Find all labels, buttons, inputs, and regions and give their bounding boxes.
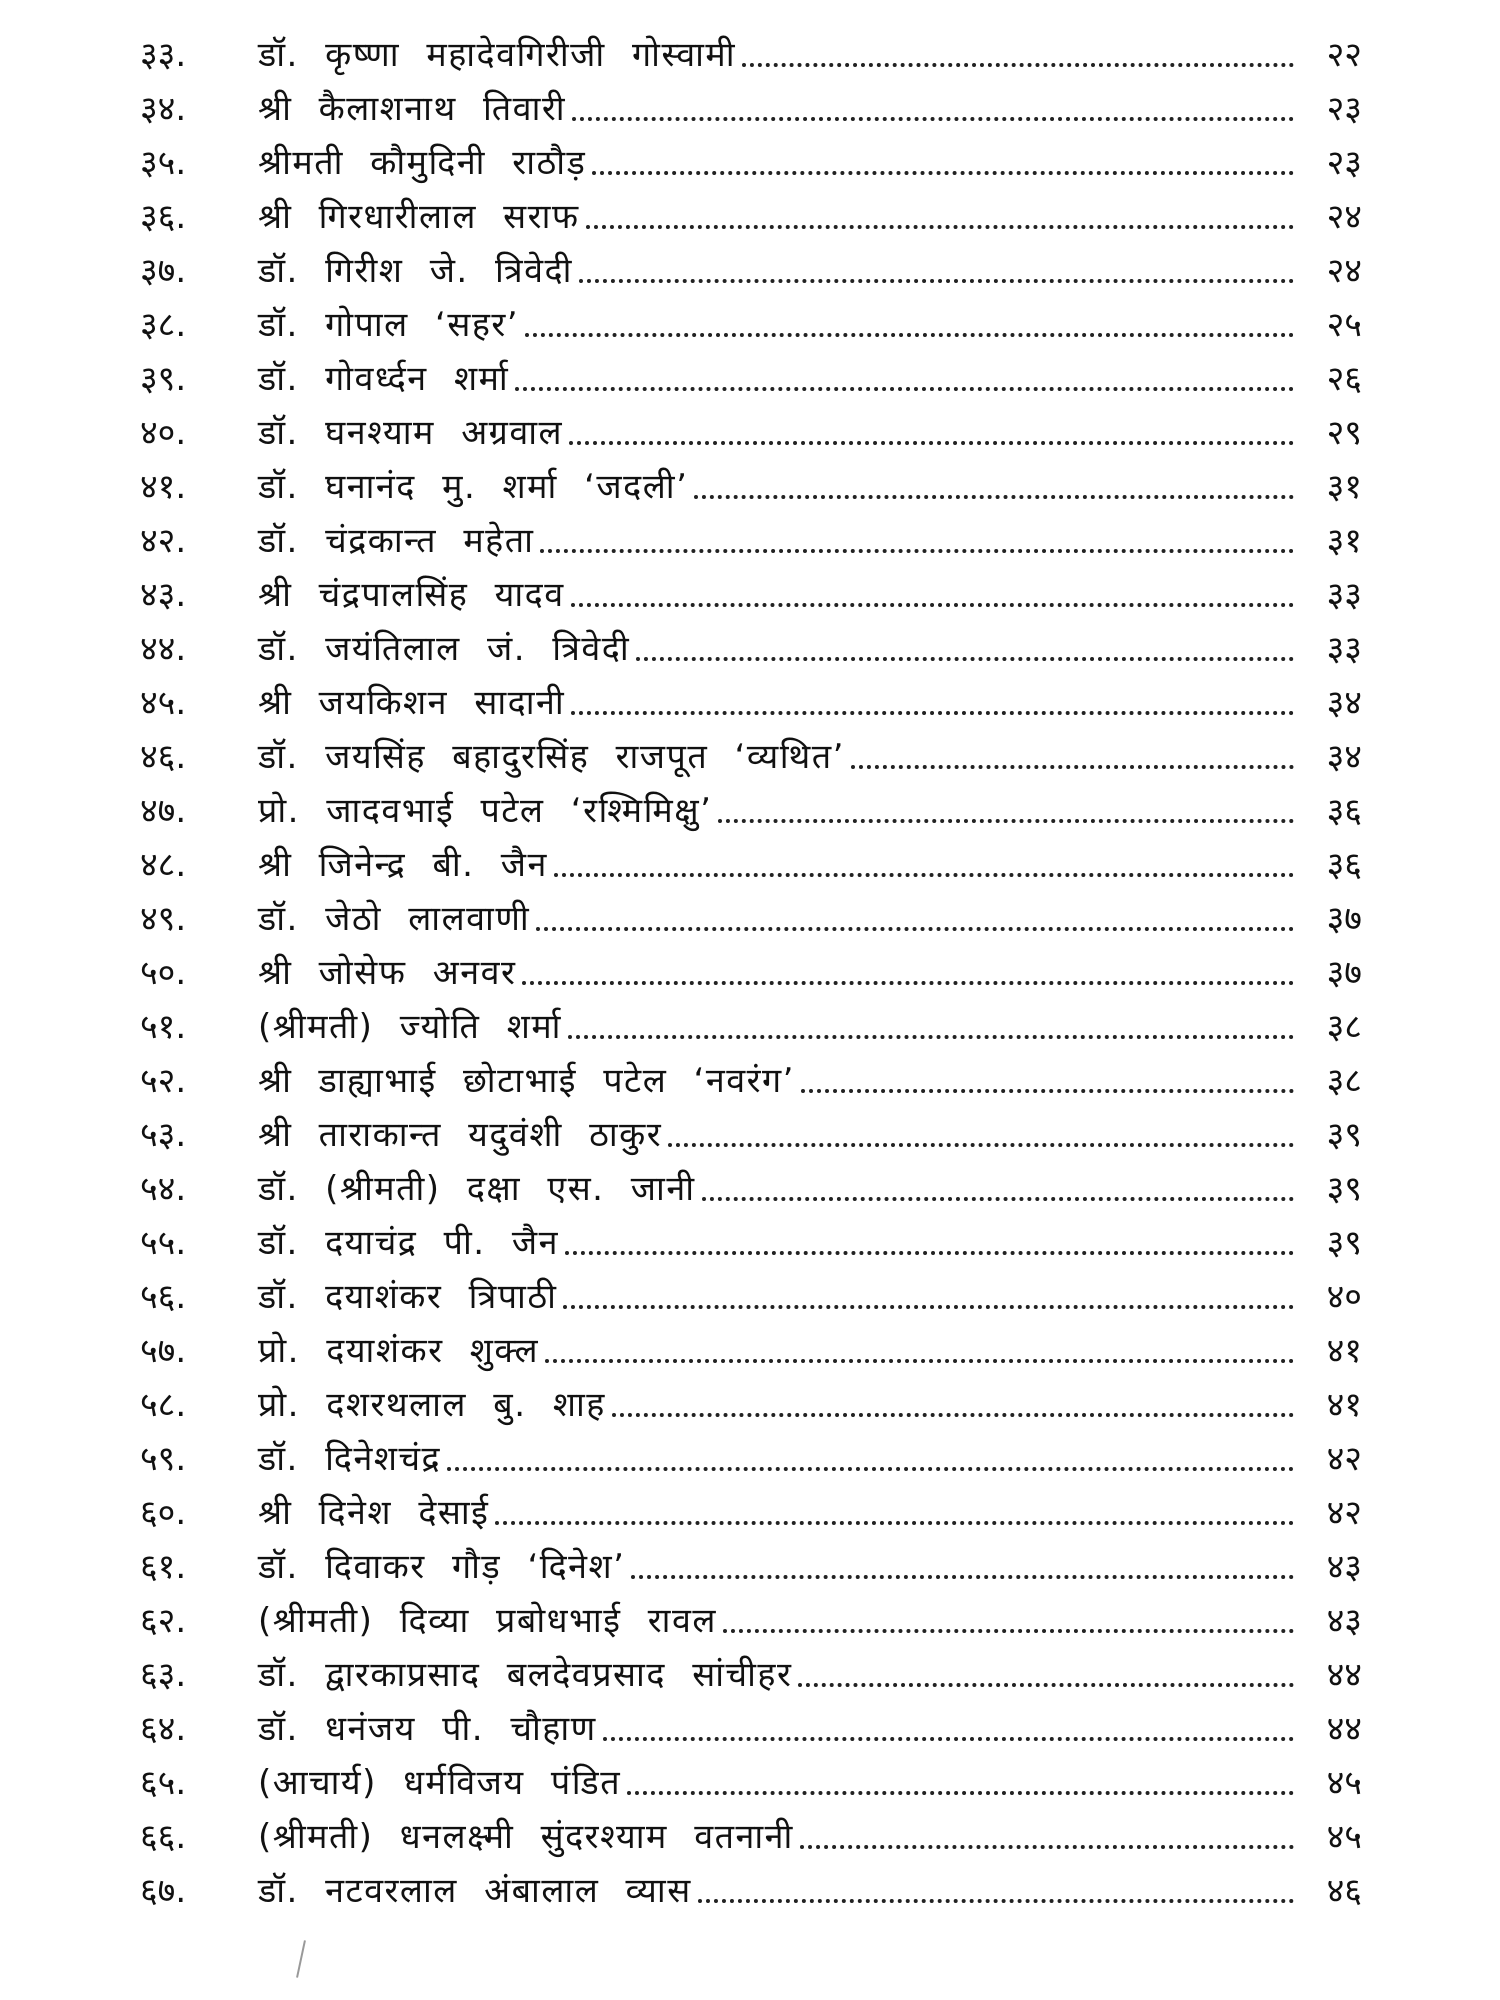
dot-leader (545, 1359, 1294, 1363)
toc-entry-page-number: ४५ (1326, 1763, 1362, 1803)
toc-entry-number: ५०. (140, 953, 187, 993)
toc-entry-number: ४३. (140, 575, 187, 615)
toc-entry-number: ४९. (140, 899, 187, 939)
toc-entry-page-number: ३८ (1326, 1061, 1362, 1101)
toc-entry (140, 1000, 1362, 1054)
dot-leader (569, 441, 1294, 445)
toc-entry-number: ६७. (140, 1871, 187, 1911)
toc-entry-number: ६१. (140, 1547, 187, 1587)
toc-entry-title: (श्रीमती) दिव्या प्रबोधभाई रावल (258, 1601, 717, 1641)
dot-leader (800, 1845, 1294, 1849)
toc-entry-title: डॉ. गोवर्ध्दन शर्मा (258, 359, 510, 399)
toc-entry-number: ४५. (140, 683, 187, 723)
toc-entry (140, 406, 1362, 460)
toc-entry-title: डॉ. कृष्णा महादेवगिरीजी गोस्वामी (258, 35, 737, 75)
toc-entry-page-number: ३१ (1326, 521, 1362, 561)
toc-entry (140, 1864, 1362, 1918)
toc-entry-title: श्री जोसेफ अनवर (258, 953, 517, 993)
toc-entry-page-number: ३६ (1326, 791, 1362, 831)
dot-leader (798, 1683, 1294, 1687)
dot-leader (603, 1737, 1294, 1741)
toc-entry-title: डॉ. घनानंद मु. शर्मा ‘जदली’ (258, 467, 689, 507)
toc-entry-title: प्रो. दशरथलाल बु. शाह (258, 1385, 606, 1425)
toc-entry-page-number: ३३ (1326, 629, 1362, 669)
dot-leader (563, 1305, 1294, 1309)
toc-entry-page-number: ३४ (1326, 737, 1362, 777)
toc-entry (140, 298, 1362, 352)
toc-entry-number: ५३. (140, 1115, 187, 1155)
toc-entry (140, 1432, 1362, 1486)
toc-entry-title: डॉ. जयंतिलाल जं. त्रिवेदी (258, 629, 631, 669)
toc-entry (140, 1108, 1362, 1162)
toc-entry-title: डॉ. गोपाल ‘सहर’ (258, 305, 520, 345)
toc-entry-title: डॉ. धनंजय पी. चौहाण (258, 1709, 597, 1749)
toc-entry-number: ३७. (140, 251, 187, 291)
toc-entry (140, 1702, 1362, 1756)
toc-entry-number: ३८. (140, 305, 187, 345)
toc-entry-page-number: ४२ (1326, 1493, 1362, 1533)
dot-leader (565, 1251, 1294, 1255)
toc-entry-page-number: ३९ (1326, 1223, 1362, 1263)
toc-entry-number: ६३. (140, 1655, 187, 1695)
toc-entry-title: प्रो. जादवभाई पटेल ‘रश्मिमिक्षु’ (258, 791, 713, 831)
toc-entry-number: ३५. (140, 143, 187, 183)
toc-entry (140, 892, 1362, 946)
toc-entry-number: ४८. (140, 845, 187, 885)
dot-leader (702, 1197, 1294, 1201)
toc-entry-page-number: २३ (1326, 89, 1362, 129)
toc-entry-number: ६२. (140, 1601, 187, 1641)
toc-entry-page-number: ३९ (1326, 1115, 1362, 1155)
toc-entry (140, 1270, 1362, 1324)
dot-leader (698, 1899, 1294, 1903)
toc-entry (140, 136, 1362, 190)
toc-entry-number: ४१. (140, 467, 187, 507)
toc-entry (140, 1486, 1362, 1540)
toc-entry-title: श्री जयकिशन सादानी (258, 683, 566, 723)
toc-entry (140, 244, 1362, 298)
toc-entry (140, 1216, 1362, 1270)
toc-entry-title: डॉ. जयसिंह बहादुरसिंह राजपूत ‘व्यथित’ (258, 737, 845, 777)
toc-entry-page-number: २९ (1326, 413, 1362, 453)
toc-entry-page-number: ४६ (1326, 1871, 1362, 1911)
toc-entry-title: प्रो. दयाशंकर शुक्ल (258, 1331, 539, 1371)
toc-entry-title: डॉ. चंद्रकान्त महेता (258, 521, 535, 561)
toc-entry (140, 28, 1362, 82)
toc-entry (140, 622, 1362, 676)
toc-entry-page-number: २६ (1326, 359, 1362, 399)
toc-entry-number: ६५. (140, 1763, 187, 1803)
toc-entry-page-number: २२ (1326, 35, 1362, 75)
toc-entry-title: (श्रीमती) ज्योति शर्मा (258, 1007, 562, 1047)
toc-entry-page-number: २३ (1326, 143, 1362, 183)
toc-entry (140, 190, 1362, 244)
toc-entry-page-number: ३८ (1326, 1007, 1362, 1047)
toc-entry-title: श्री ताराकान्त यदुवंशी ठाकुर (258, 1115, 663, 1155)
toc-entry-number: ५९. (140, 1439, 187, 1479)
toc-entry-title: डॉ. दिवाकर गौड़ ‘दिनेश’ (258, 1547, 626, 1587)
dot-leader (742, 63, 1294, 67)
toc-entry-page-number: ४३ (1326, 1547, 1362, 1587)
toc-entry (140, 1162, 1362, 1216)
toc-entry-number: ५६. (140, 1277, 187, 1317)
toc-entry-page-number: २४ (1326, 251, 1362, 291)
toc-entry (140, 1324, 1362, 1378)
toc-entry (140, 1756, 1362, 1810)
toc-entry-number: ५५. (140, 1223, 187, 1263)
toc-entry-page-number: ३९ (1326, 1169, 1362, 1209)
dot-leader (515, 387, 1294, 391)
toc-entry (140, 1378, 1362, 1432)
dot-leader (571, 711, 1294, 715)
dot-leader (851, 765, 1294, 769)
toc-entry (140, 352, 1362, 406)
toc-entry-title: श्री चंद्रपालसिंह यादव (258, 575, 565, 615)
toc-entry-number: ६०. (140, 1493, 187, 1533)
dot-leader (723, 1629, 1294, 1633)
toc-entry-number: ६४. (140, 1709, 187, 1749)
toc-entry-title: डॉ. जेठो लालवाणी (258, 899, 531, 939)
toc-entry-page-number: ४५ (1326, 1817, 1362, 1857)
toc-entry-page-number: ४३ (1326, 1601, 1362, 1641)
toc-entry (140, 514, 1362, 568)
toc-entry (140, 1594, 1362, 1648)
toc-entry-page-number: ३७ (1326, 953, 1362, 993)
toc-entry-number: ४७. (140, 791, 187, 831)
dot-leader (586, 225, 1294, 229)
dot-leader (627, 1791, 1294, 1795)
toc-entry-title: डॉ. दयाशंकर त्रिपाठी (258, 1277, 558, 1317)
dot-leader (592, 171, 1294, 175)
toc-entry (140, 1810, 1362, 1864)
toc-entry (140, 1054, 1362, 1108)
toc-entry-number: ३९. (140, 359, 187, 399)
toc-entry-title: (श्रीमती) धनलक्ष्मी सुंदरश्याम वतनानी (258, 1817, 794, 1857)
toc-entry (140, 1648, 1362, 1702)
toc-entry (140, 82, 1362, 136)
toc-entry-title: डॉ. नटवरलाल अंबालाल व्यास (258, 1871, 692, 1911)
toc-entry-title: श्री जिनेन्द्र बी. जैन (258, 845, 548, 885)
dot-leader (522, 981, 1294, 985)
toc-entry-title: श्री डाह्याभाई छोटाभाई पटेल ‘नवरंग’ (258, 1061, 795, 1101)
stray-pen-mark (296, 1940, 306, 1978)
toc-entry-page-number: ३३ (1326, 575, 1362, 615)
toc-entry-number: ३३. (140, 35, 187, 75)
toc-entry-title: (आचार्य) धर्मविजय पंडित (258, 1763, 622, 1803)
toc-entry-number: ४२. (140, 521, 187, 561)
toc-entry-number: ३६. (140, 197, 187, 237)
toc-entry-number: ५७. (140, 1331, 187, 1371)
toc-entry-title: डॉ. गिरीश जे. त्रिवेदी (258, 251, 573, 291)
toc-entry-number: ५२. (140, 1061, 187, 1101)
toc-entry-page-number: ३१ (1326, 467, 1362, 507)
toc-entry-title: डॉ. दयाचंद्र पी. जैन (258, 1223, 559, 1263)
toc-entry-number: ४०. (140, 413, 187, 453)
toc-entry-page-number: ४२ (1326, 1439, 1362, 1479)
toc-entry (140, 1540, 1362, 1594)
toc-entry-title: डॉ. दिनेशचंद्र (258, 1439, 442, 1479)
toc-entry-number: ४६. (140, 737, 187, 777)
toc-entry-number: ६६. (140, 1817, 187, 1857)
toc-entry-page-number: ४४ (1326, 1709, 1362, 1749)
toc-entry-title: डॉ. (श्रीमती) दक्षा एस. जानी (258, 1169, 696, 1209)
toc-entry-number: ५४. (140, 1169, 187, 1209)
dot-leader (801, 1089, 1294, 1093)
toc-entry-number: ५१. (140, 1007, 187, 1047)
table-of-contents (140, 28, 1362, 1918)
dot-leader (612, 1413, 1294, 1417)
toc-entry-page-number: ३७ (1326, 899, 1362, 939)
toc-entry-page-number: २५ (1326, 305, 1362, 345)
dot-leader (571, 603, 1294, 607)
dot-leader (668, 1143, 1294, 1147)
dot-leader (536, 927, 1294, 931)
toc-entry (140, 838, 1362, 892)
dot-leader (718, 819, 1294, 823)
toc-entry-page-number: ३६ (1326, 845, 1362, 885)
toc-entry-title: श्री गिरधारीलाल सराफ (258, 197, 580, 237)
toc-entry-page-number: ४१ (1326, 1331, 1362, 1371)
toc-entry-title: श्री कैलाशनाथ तिवारी (258, 89, 567, 129)
toc-entry (140, 460, 1362, 514)
dot-leader (525, 333, 1294, 337)
toc-entry-page-number: ४४ (1326, 1655, 1362, 1695)
toc-entry-title: डॉ. घनश्याम अग्रवाल (258, 413, 564, 453)
toc-entry-title: श्री दिनेश देसाई (258, 1493, 490, 1533)
toc-entry-page-number: २४ (1326, 197, 1362, 237)
toc-entry-number: ५८. (140, 1385, 187, 1425)
toc-entry (140, 946, 1362, 1000)
dot-leader (568, 1035, 1294, 1039)
toc-entry-number: ३४. (140, 89, 187, 129)
toc-entry (140, 784, 1362, 838)
toc-entry-page-number: ४० (1326, 1277, 1362, 1317)
toc-entry (140, 568, 1362, 622)
dot-leader (495, 1521, 1294, 1525)
toc-entry-title: श्रीमती कौमुदिनी राठौड़ (258, 143, 587, 183)
dot-leader (447, 1467, 1294, 1471)
dot-leader (540, 549, 1294, 553)
toc-entry (140, 676, 1362, 730)
toc-entry-page-number: ३४ (1326, 683, 1362, 723)
dot-leader (631, 1575, 1294, 1579)
toc-entry (140, 730, 1362, 784)
dot-leader (694, 495, 1294, 499)
toc-entry-page-number: ४१ (1326, 1385, 1362, 1425)
dot-leader (636, 657, 1294, 661)
dot-leader (554, 873, 1294, 877)
dot-leader (579, 279, 1294, 283)
toc-entry-title: डॉ. द्वारकाप्रसाद बलदेवप्रसाद सांचीहर (258, 1655, 793, 1695)
toc-entry-number: ४४. (140, 629, 187, 669)
dot-leader (572, 117, 1294, 121)
